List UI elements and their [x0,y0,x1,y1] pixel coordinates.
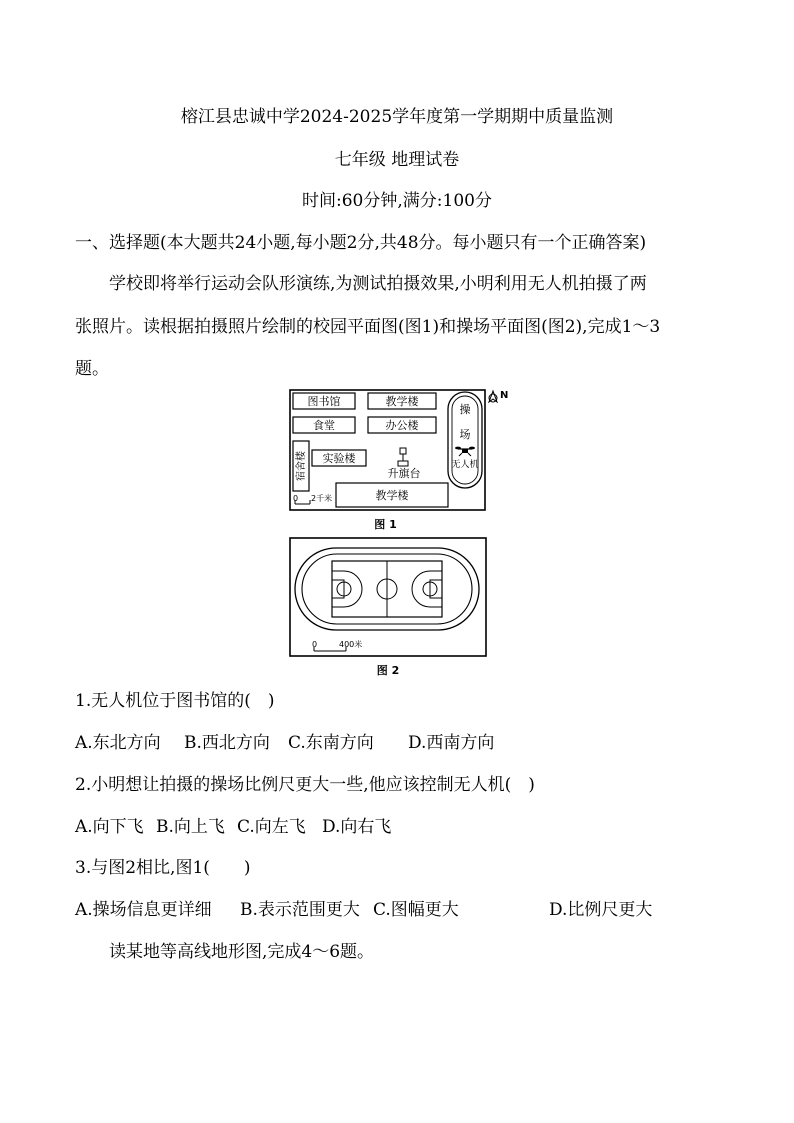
q1-option-c[interactable]: C.东南方向 [288,733,374,753]
question-1-stem: 1.无人机位于图书馆的( ) [75,691,275,711]
office-label: 办公楼 [385,419,419,432]
intro-line-2: 张照片。读根据拍摄照片绘制的校园平面图(图1)和操场平面图(图2),完成1～3 [75,317,661,337]
canteen-label: 食堂 [313,419,335,432]
north-arrow-icon [489,391,497,402]
q3-option-b[interactable]: B.表示范围更大 [240,900,360,920]
figure-2-caption: 图 2 [376,664,400,677]
next-section-intro: 读某地等高线地形图,完成4～6题。 [109,942,375,962]
q2-option-d[interactable]: D.向右飞 [322,817,392,837]
q1-option-d[interactable]: D.西南方向 [408,733,495,753]
q2-option-b[interactable]: B.向上飞 [156,817,225,837]
q1-option-a[interactable]: A.东北方向 [75,733,161,753]
time-info: 时间:60分钟,满分:100分 [302,191,492,211]
scale-zero-fig1: 0 [293,494,299,503]
exam-subtitle: 七年级 地理试卷 [334,150,460,170]
exam-title: 榕江县忠诚中学2024-2025学年度第一学期期中质量监测 [180,107,614,127]
figure-1-campus-map [288,386,513,514]
section-heading: 一、选择题(本大题共24小题,每小题2分,共48分。每小题只有一个正确答案) [75,233,647,253]
drone-label: 无人机 [451,460,479,470]
playground-label-2: 场 [459,428,471,441]
figure-1-caption: 图 1 [374,518,397,531]
scale-label-fig1: 2千米 [311,494,333,503]
question-2-stem: 2.小明想让拍摄的操场比例尺更大一些,他应该控制无人机( ) [75,775,535,795]
q3-option-c[interactable]: C.图幅更大 [373,900,459,920]
q3-option-d[interactable]: D.比例尺更大 [549,900,653,920]
q2-option-a[interactable]: A.向下飞 [75,817,144,837]
question-3-stem: 3.与图2相比,图1( ) [75,858,251,878]
scale-zero-fig2: 0 [312,640,318,649]
library-label: 图书馆 [307,395,341,408]
lab-label: 实验楼 [322,452,356,465]
intro-line-3: 题。 [75,359,109,379]
flagpole-label: 升旗台 [387,467,421,480]
intro-line-1: 学校即将举行运动会队形演练,为测试拍摄效果,小明利用无人机拍摄了两 [109,274,647,294]
playground-label-1: 操 [459,403,471,416]
figure-2-playground-map [288,536,488,658]
teaching-top-label: 教学楼 [385,395,419,408]
q2-option-c[interactable]: C.向左飞 [237,817,306,837]
dorm-label: 宿舍楼 [296,451,307,481]
teaching-bottom-label: 教学楼 [375,489,409,502]
north-label: N [500,390,509,401]
q1-option-b[interactable]: B.西北方向 [184,733,270,753]
scale-label-fig2: 400米 [339,640,363,649]
q3-option-a[interactable]: A.操场信息更详细 [75,900,212,920]
